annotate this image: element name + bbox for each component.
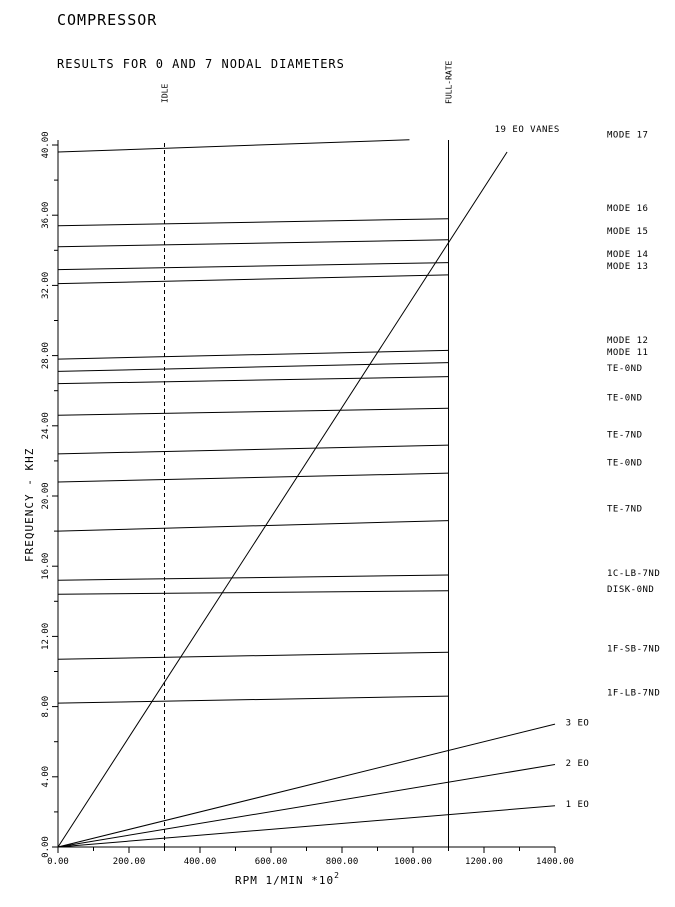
mode-label: MODE 16 bbox=[607, 204, 649, 215]
mode-line bbox=[58, 445, 449, 454]
engine-order-line bbox=[58, 152, 507, 847]
mode-label: TE-0ND bbox=[607, 393, 643, 404]
mode-line bbox=[58, 473, 449, 482]
x-tick-label: 200.00 bbox=[112, 857, 146, 867]
mode-line bbox=[58, 377, 449, 384]
y-tick-label: 16.00 bbox=[41, 552, 51, 580]
y-tick-label: 28.00 bbox=[41, 342, 51, 370]
mode-label: MODE 17 bbox=[607, 130, 649, 141]
engine-order-line bbox=[58, 724, 555, 847]
y-tick-label: 32.00 bbox=[41, 271, 51, 299]
mode-line bbox=[58, 521, 449, 532]
x-tick-label: 0.00 bbox=[47, 857, 69, 867]
mode-label: TE-0ND bbox=[607, 458, 643, 469]
y-axis-label: FREQUENCY - KHZ bbox=[23, 447, 36, 562]
mode-label: MODE 15 bbox=[607, 226, 649, 237]
plot-area bbox=[41, 60, 660, 867]
chart-title: COMPRESSOR bbox=[57, 11, 158, 29]
x-axis-label: RPM 1/MIN $*10^2$ bbox=[235, 871, 340, 887]
mode-label: TE-7ND bbox=[607, 504, 643, 515]
mode-label: 1F-LB-7ND bbox=[607, 688, 661, 699]
x-tick-label: 1400.00 bbox=[536, 857, 574, 867]
mode-label: TE-0ND bbox=[607, 363, 643, 374]
y-tick-label: 20.00 bbox=[41, 482, 51, 510]
mode-line bbox=[58, 696, 449, 703]
mode-line bbox=[58, 350, 449, 359]
y-tick-label: 36.00 bbox=[41, 201, 51, 229]
mode-label: TE-7ND bbox=[607, 430, 643, 441]
mode-line bbox=[58, 408, 449, 415]
x-tick-label: 600.00 bbox=[254, 857, 288, 867]
mode-line bbox=[58, 591, 449, 595]
x-tick-label: 1000.00 bbox=[394, 857, 432, 867]
x-tick-label: 1200.00 bbox=[465, 857, 503, 867]
idle-label: IDLE bbox=[160, 83, 170, 103]
mode-label: MODE 12 bbox=[607, 335, 649, 346]
mode-label: MODE 11 bbox=[607, 348, 649, 359]
mode-label: 1F-SB-7ND bbox=[607, 644, 661, 655]
chart-subtitle: RESULTS FOR 0 AND 7 NODAL DIAMETERS bbox=[57, 57, 345, 71]
engine-order-label: 3 EO bbox=[565, 718, 590, 729]
mode-label: MODE 13 bbox=[607, 262, 649, 273]
mode-label: 1C-LB-7ND bbox=[607, 569, 661, 580]
engine-order-label: 19 EO VANES bbox=[494, 125, 560, 136]
mode-line bbox=[58, 652, 449, 659]
engine-order-line bbox=[58, 806, 555, 847]
mode-line bbox=[58, 140, 409, 152]
y-tick-label: 24.00 bbox=[41, 412, 51, 440]
mode-label: DISK-0ND bbox=[607, 585, 655, 596]
mode-line bbox=[58, 575, 449, 580]
mode-line bbox=[58, 263, 449, 270]
y-tick-label: 0.00 bbox=[41, 836, 51, 858]
mode-line bbox=[58, 275, 449, 284]
y-tick-label: 12.00 bbox=[41, 622, 51, 650]
engine-order-label: 2 EO bbox=[565, 758, 590, 769]
mode-line bbox=[58, 363, 449, 372]
mode-line bbox=[58, 240, 449, 247]
y-tick-label: 4.00 bbox=[41, 765, 51, 788]
y-tick-label: 8.00 bbox=[41, 695, 51, 718]
mode-line bbox=[58, 219, 449, 226]
x-tick-label: 400.00 bbox=[183, 857, 217, 867]
engine-order-line bbox=[58, 765, 555, 847]
engine-order-label: 1 EO bbox=[565, 800, 590, 811]
y-tick-label: 40.00 bbox=[41, 131, 51, 159]
mode-label: MODE 14 bbox=[607, 249, 649, 260]
full-rate-label: FULL-RATE bbox=[444, 60, 454, 104]
x-tick-label: 800.00 bbox=[325, 857, 359, 867]
